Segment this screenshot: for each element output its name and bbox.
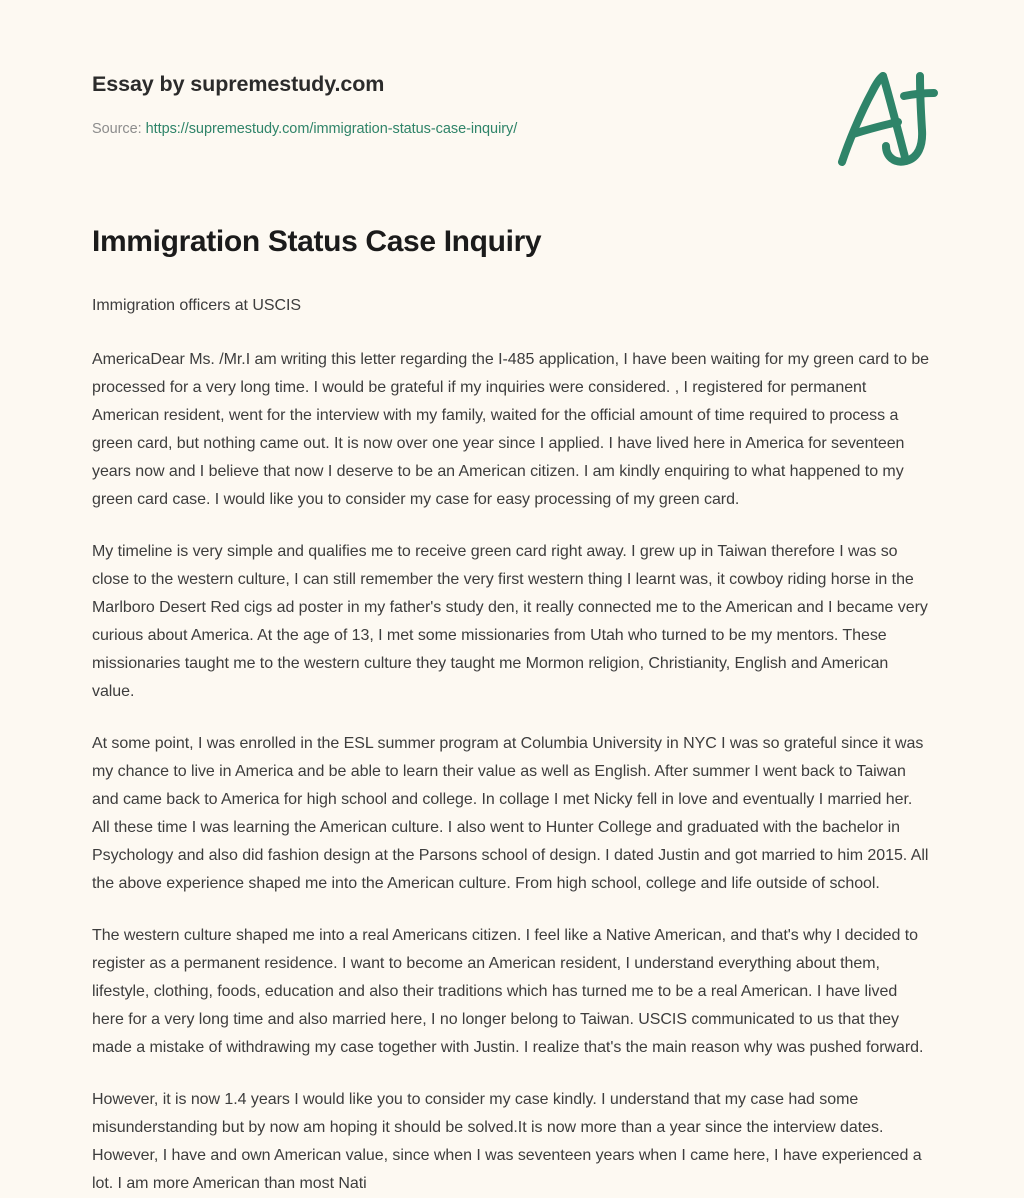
article-body: [92, 292, 930, 1198]
brand-attribution: Essay by supremestudy.com: [92, 72, 385, 96]
source-line: [92, 120, 930, 139]
paragraph-4: The western culture shaped me into a real Americans citizen. I feel like a Native American, and that's why I decided to register as a permanent residence. I want to become an American resident, I understand everything about them, lifestyle, clothing, foods, education and also their traditions which has turned me to be a real American. I have lived here for a very long time and also married here, I no longer belong to Taiwan. USCIS communicated to us that they made a mistake of withdrawing my case together with Justin. I realize that's the main reason why was pushed forward.: [92, 927, 924, 1057]
paragraph-2: My timeline is very simple and qualifies me to receive green card right away. I grew up in Taiwan therefore I was so close to the western culture, I can still remember the very first western thing I learnt was, it cowboy riding horse in the Marlboro Desert Red cigs ad poster in my father's study den, it really connected me to the American and I became very curious about America. At the age of 13, I met some missionaries from Utah who turned to be my mentors. These missionaries taught me to the western culture they taught me Mormon religion, Christianity, English and American value.: [92, 543, 928, 701]
article: [0, 223, 1024, 1198]
source-url-link[interactable]: https://supremestudy.com/immigration-status-case-inquiry/: [145, 120, 518, 137]
paragraph-1: AmericaDear Ms. /Mr.I am writing this letter regarding the I-485 application, I have been waiting for my green card to be processed for a very long time. I would be grateful if my inquiries were considered. , I registered for permanent American resident, went for the interview with my family, waited for the official amount of time required to process a green card, but nothing came out. It is now over one year since I applied. I have lived here in America for seventeen years now and I believe that now I deserve to be an American citizen. I am kindly enquiring to what happened to my green card case. I would like you to consider my case for easy processing of my green card.: [92, 351, 930, 509]
page-header: [0, 0, 1024, 139]
page-title: Immigration Status Case Inquiry: [92, 224, 542, 258]
paragraph-3: At some point, I was enrolled in the ESL summer program at Columbia University in NYC I was so grateful since it was my chance to live in America and be able to learn their value as well as English. After summer I went back to Taiwan and came back to America for high school and college. In collage I met Nicky fell in love and eventually I married her. All these time I was learning the American culture. I also went to Hunter College and graduated with the bachelor in Psychology and also did fashion design at the Parsons school of design. I dated Justin and got married to him 2015. All the above experience shaped me into the American culture. From high school, college and life outside of school.: [92, 735, 929, 893]
paragraph-5: However, it is now 1.4 years I would like you to consider my case kindly. I understand that my case had some misunderstanding but by now am hoping it should be solved.It is now more than a year since the interview dates. However, I have and own American value, since when I was seventeen years when I came here, I have experienced a lot. I am more American than most Nati: [92, 1091, 922, 1193]
salutation-line: Immigration officers at USCIS: [92, 297, 301, 315]
source-label: Source:: [92, 120, 142, 137]
a-plus-logo-icon: [830, 62, 950, 174]
